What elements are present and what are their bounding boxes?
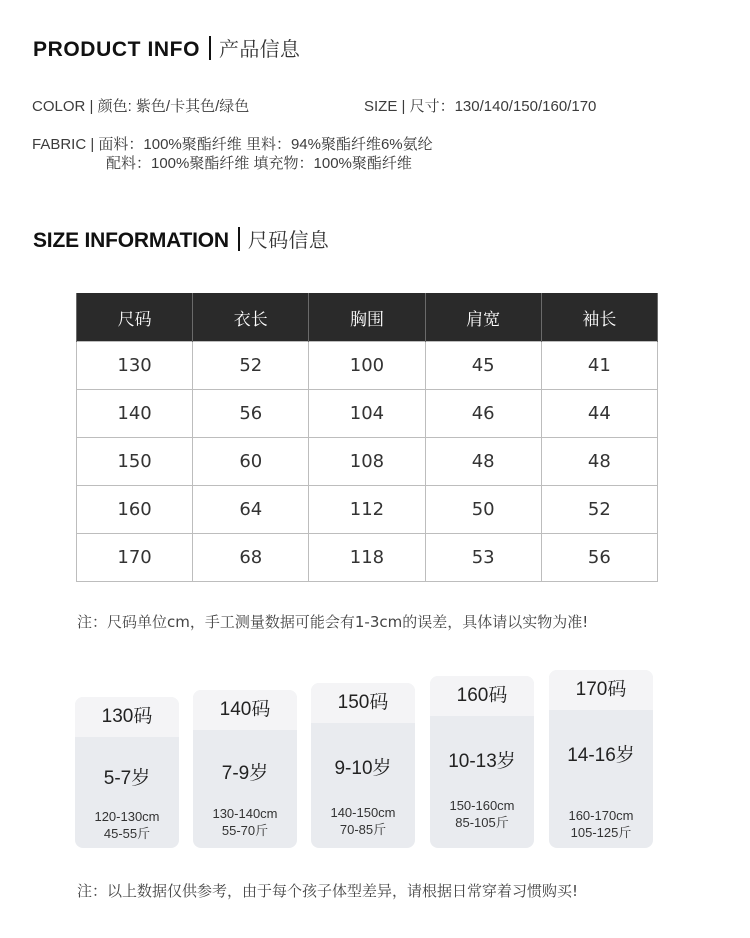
size-card-age: 5-7岁 (103, 768, 151, 789)
size-information-heading-en: SIZE INFORMATION (33, 229, 229, 252)
size-card-weight: 55-70斤 (221, 823, 269, 838)
table-cell: 170 (77, 534, 193, 582)
table-header-cell: 衣长 (193, 293, 309, 342)
size-card-size: 160码 (430, 676, 534, 716)
size-card-height: 120-130cm (94, 809, 160, 824)
heading-divider (209, 36, 211, 60)
size-card-height: 150-160cm (449, 798, 515, 813)
size-card-height: 160-170cm (568, 808, 634, 823)
product-info-heading-en: PRODUCT INFO (33, 38, 201, 61)
product-info-heading (33, 33, 300, 62)
size-card-size: 150码 (311, 683, 415, 723)
fabric-info-line1: FABRIC | 面料：100%聚酯纤维 里料：94%聚酯纤维6%氨纶 (32, 136, 433, 153)
size-card-weight: 70-85斤 (339, 822, 387, 837)
size-card (549, 670, 653, 848)
table-cell: 56 (541, 534, 657, 582)
table-cell: 104 (309, 390, 425, 438)
table-cell: 60 (193, 438, 309, 486)
table-cell: 160 (77, 486, 193, 534)
table-cell: 140 (77, 390, 193, 438)
product-info-heading-cn: 产品信息 (219, 37, 301, 61)
table-cell: 44 (541, 390, 657, 438)
table-row (77, 342, 658, 390)
table-cell: 150 (77, 438, 193, 486)
size-card-weight: 45-55斤 (103, 826, 151, 841)
table-header-cell: 袖长 (541, 293, 657, 342)
table-cell: 52 (193, 342, 309, 390)
reference-note: 注：以上数据仅供参考，由于每个孩子体型差异，请根据日常穿着习惯购买! (77, 882, 579, 900)
size-information-heading (33, 224, 329, 253)
size-card-age: 9-10岁 (334, 758, 392, 779)
table-cell: 108 (309, 438, 425, 486)
table-row (77, 438, 658, 486)
table-cell: 50 (425, 486, 541, 534)
table-cell: 64 (193, 486, 309, 534)
size-card (430, 676, 534, 848)
size-card-size: 170码 (549, 670, 653, 710)
table-cell: 48 (541, 438, 657, 486)
size-table (76, 293, 658, 582)
table-cell: 100 (309, 342, 425, 390)
table-cell: 41 (541, 342, 657, 390)
size-info: SIZE | 尺寸：130/140/150/160/170 (364, 98, 597, 115)
table-cell: 56 (193, 390, 309, 438)
table-cell: 48 (425, 438, 541, 486)
table-row (77, 534, 658, 582)
color-info: COLOR | 颜色: 紫色/卡其色/绿色 (32, 98, 250, 115)
measurement-note: 注：尺码单位cm，手工测量数据可能会有1-3cm的误差，具体请以实物为准! (77, 613, 589, 631)
table-header-row (77, 293, 658, 342)
size-card-weight: 105-125斤 (570, 825, 632, 840)
table-cell: 68 (193, 534, 309, 582)
size-card-height: 130-140cm (212, 806, 278, 821)
size-card-size: 140码 (193, 690, 297, 730)
heading-divider (238, 227, 240, 251)
table-row (77, 390, 658, 438)
size-card-weight: 85-105斤 (455, 815, 509, 830)
table-cell: 112 (309, 486, 425, 534)
size-card (75, 697, 179, 848)
table-header-cell: 胸围 (309, 293, 425, 342)
size-card-age: 14-16岁 (567, 745, 635, 766)
size-card (311, 683, 415, 848)
size-card (193, 690, 297, 848)
table-cell: 130 (77, 342, 193, 390)
size-card-size: 130码 (75, 697, 179, 737)
table-cell: 118 (309, 534, 425, 582)
table-header-cell: 尺码 (77, 293, 193, 342)
table-cell: 53 (425, 534, 541, 582)
table-cell: 46 (425, 390, 541, 438)
size-card-height: 140-150cm (330, 805, 396, 820)
table-header-cell: 肩宽 (425, 293, 541, 342)
table-cell: 52 (541, 486, 657, 534)
table-cell: 45 (425, 342, 541, 390)
size-card-age: 7-9岁 (221, 763, 269, 784)
fabric-info-line2: 配料：100%聚酯纤维 填充物：100%聚酯纤维 (106, 155, 412, 172)
table-row (77, 486, 658, 534)
size-information-heading-cn: 尺码信息 (247, 228, 330, 252)
size-card-age: 10-13岁 (448, 751, 516, 772)
